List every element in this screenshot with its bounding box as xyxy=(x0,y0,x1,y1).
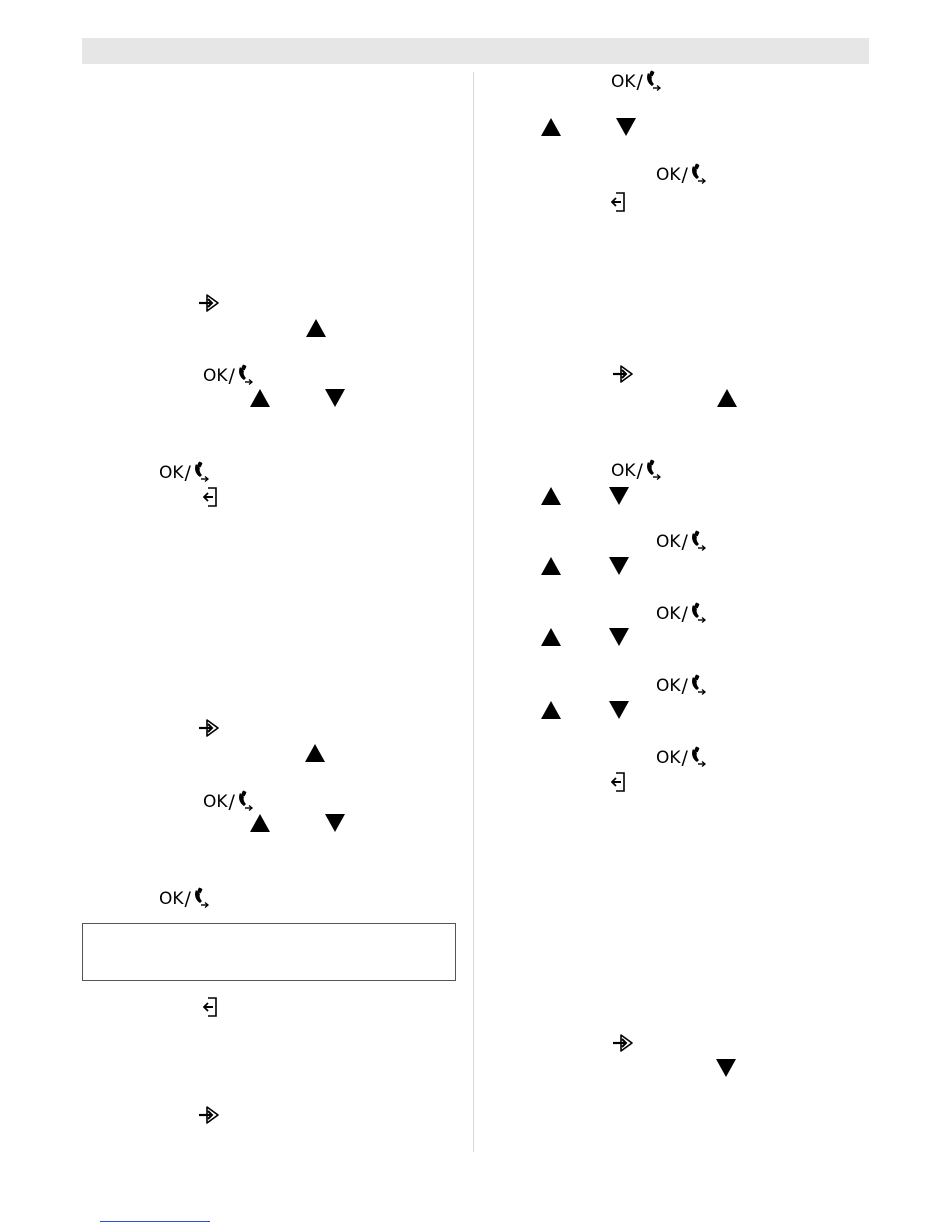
ok-call-icon xyxy=(656,603,707,625)
down-arrow-icon xyxy=(715,1058,737,1078)
ok-label: OK xyxy=(203,792,228,812)
phone-icon xyxy=(689,745,707,771)
ok-slash: / xyxy=(681,531,688,553)
menu-icon xyxy=(197,292,221,314)
phone-icon xyxy=(644,69,662,95)
ok-call-icon xyxy=(656,531,707,553)
ok-call-icon xyxy=(159,888,210,910)
header-bar xyxy=(82,38,869,64)
ok-label: OK xyxy=(656,676,681,696)
phone-icon xyxy=(689,673,707,699)
phone-icon xyxy=(192,460,210,486)
down-arrow-icon xyxy=(324,813,346,833)
ok-label: OK xyxy=(611,461,636,481)
ok-slash: / xyxy=(184,462,191,484)
ok-label: OK xyxy=(159,463,184,483)
ok-label: OK xyxy=(611,72,636,92)
ok-call-icon xyxy=(159,462,210,484)
phone-icon xyxy=(192,886,210,912)
up-arrow-icon xyxy=(540,627,562,647)
up-arrow-icon xyxy=(540,700,562,720)
down-arrow-icon xyxy=(608,486,630,506)
ok-label: OK xyxy=(656,604,681,624)
ok-call-icon xyxy=(656,747,707,769)
phone-icon xyxy=(689,529,707,555)
up-arrow-icon xyxy=(716,388,738,408)
ok-slash: / xyxy=(636,71,643,93)
phone-icon xyxy=(689,162,707,188)
exit-icon xyxy=(611,191,627,213)
down-arrow-icon xyxy=(608,627,630,647)
up-arrow-icon xyxy=(305,318,327,338)
ok-call-icon xyxy=(611,460,662,482)
menu-icon xyxy=(197,717,221,739)
phone-icon xyxy=(689,601,707,627)
up-arrow-icon xyxy=(540,486,562,506)
ok-slash: / xyxy=(228,791,235,813)
ok-slash: / xyxy=(681,164,688,186)
column-divider xyxy=(473,72,474,1152)
phone-icon xyxy=(236,789,254,815)
ok-label: OK xyxy=(656,165,681,185)
ok-label: OK xyxy=(656,532,681,552)
down-arrow-icon xyxy=(324,388,346,408)
menu-icon xyxy=(611,1032,635,1054)
menu-icon xyxy=(197,1104,221,1126)
down-arrow-icon xyxy=(608,700,630,720)
exit-icon xyxy=(203,996,219,1018)
up-arrow-icon xyxy=(249,813,271,833)
footer-link-underline xyxy=(100,1221,210,1222)
ok-slash: / xyxy=(681,603,688,625)
ok-label: OK xyxy=(203,366,228,386)
phone-icon xyxy=(644,458,662,484)
down-arrow-icon xyxy=(608,556,630,576)
up-arrow-icon xyxy=(249,388,271,408)
note-box xyxy=(82,923,456,981)
up-arrow-icon xyxy=(304,743,326,763)
exit-icon xyxy=(203,486,219,508)
ok-call-icon xyxy=(203,791,254,813)
menu-icon xyxy=(611,363,635,385)
ok-slash: / xyxy=(636,460,643,482)
ok-slash: / xyxy=(681,747,688,769)
phone-icon xyxy=(236,363,254,389)
ok-label: OK xyxy=(656,748,681,768)
up-arrow-icon xyxy=(540,556,562,576)
exit-icon xyxy=(611,771,627,793)
ok-call-icon xyxy=(656,164,707,186)
ok-call-icon xyxy=(611,71,662,93)
ok-slash: / xyxy=(681,675,688,697)
down-arrow-icon xyxy=(615,117,637,137)
ok-slash: / xyxy=(184,888,191,910)
ok-call-icon xyxy=(203,365,254,387)
ok-slash: / xyxy=(228,365,235,387)
ok-call-icon xyxy=(656,675,707,697)
ok-label: OK xyxy=(159,889,184,909)
up-arrow-icon xyxy=(540,117,562,137)
